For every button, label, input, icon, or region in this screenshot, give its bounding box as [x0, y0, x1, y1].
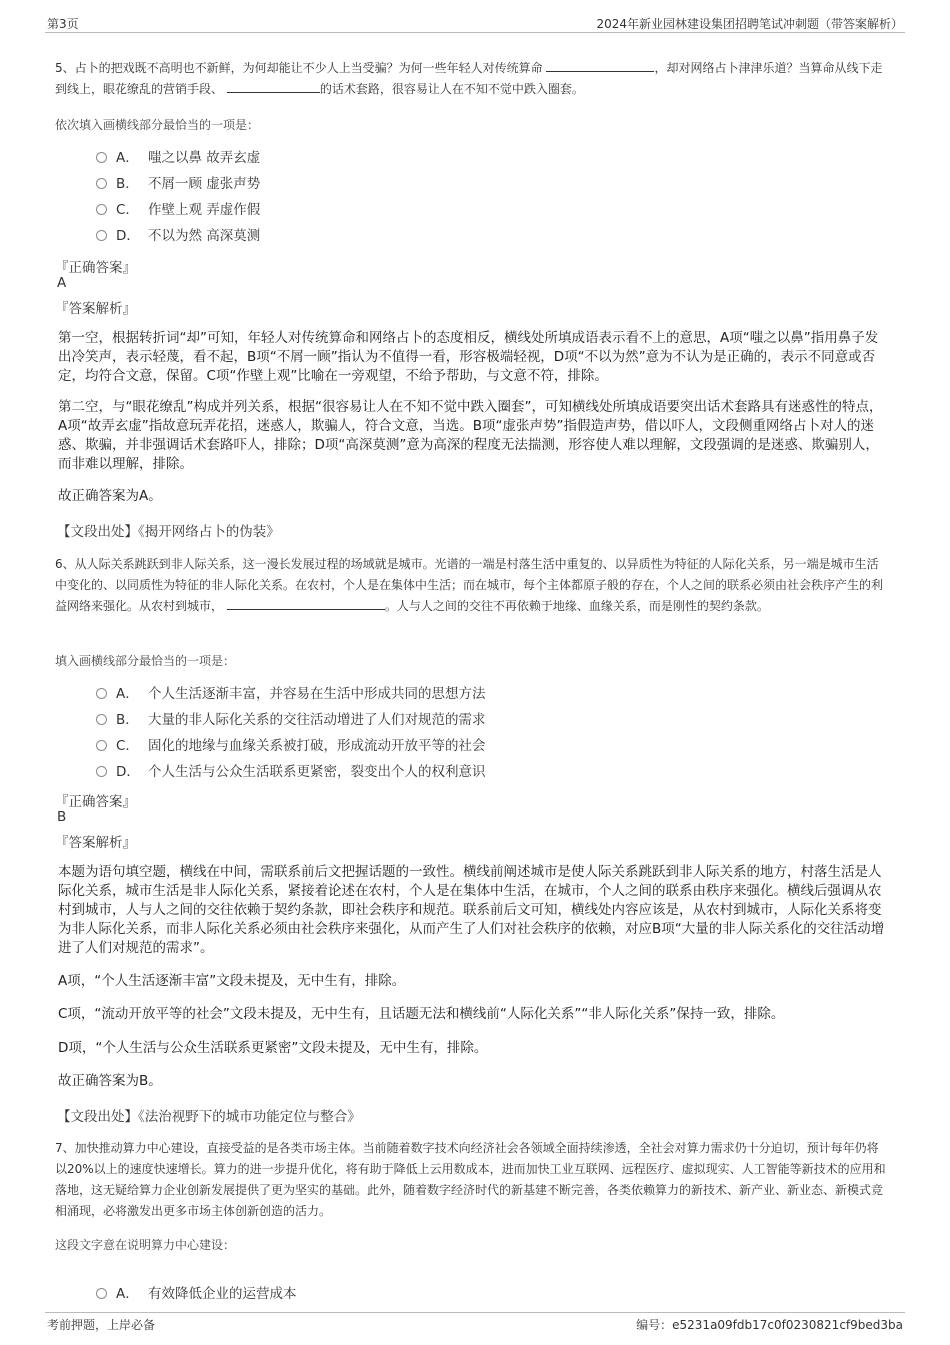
- analysis-paragraph: A项，“个人生活逐渐丰富”文段未提及，无中生有，排除。: [58, 973, 406, 989]
- option-6-a[interactable]: A． 个人生活逐渐丰富，并容易在生活中形成共同的思想方法: [96, 684, 486, 704]
- option-6-c[interactable]: C． 固化的地缘与血缘关系被打破，形成流动开放平等的社会: [96, 736, 486, 756]
- radio-icon[interactable]: [96, 766, 107, 777]
- page-number: 第3页: [47, 17, 79, 31]
- analysis-paragraph: 第一空，根据转折词“却”可知，年轻人对传统算命和网络占卜的态度相反，横线处所填成语表示看不上的意思，A项“嗤之以鼻”指用鼻子发出冷笑声，表示轻蔑，看不起，B项“不屑一顾”指认为不值得一看，形容极端轻视，D项“不以为然”意为不认为是正确的，表示不同意或否定，均符合文意，保留。C项“作壁上观”比喻在一旁观望，不给予帮助，与文意不符，排除。: [58, 330, 879, 384]
- blank-line: [227, 79, 320, 93]
- source-citation: 【文段出处】《揭开网络占卜的伪装》: [57, 524, 280, 540]
- option-5-c[interactable]: C． 作壁上观 弄虚作假: [96, 200, 260, 220]
- correct-answer-label: 『正确答案』: [55, 260, 136, 276]
- radio-icon[interactable]: [96, 714, 107, 725]
- radio-icon[interactable]: [96, 740, 107, 751]
- correct-answer-label: 『正确答案』: [55, 794, 136, 810]
- question-6-stem: 6、从人际关系跳跃到非人际关系，这一漫长发展过程的场域就是城市。光谱的一端是村落生活中重复的、以异质性为特征的人际化关系，另一端是城市生活中变化的、以同质性为特征的非人际化关系。在农村，个人是在集体中生活；而在城市，每个主体都原子般的存在，个人之间的联系必须由社会秩序产生的利益网络来强化。从农村到城市， 。人与人之间的交往不再依赖于地缘、血缘关系，而是刚性的契约条款。: [55, 557, 884, 613]
- page-footer: [45, 1312, 905, 1335]
- blank-line: [546, 58, 654, 72]
- radio-icon[interactable]: [96, 204, 107, 215]
- option-5-d[interactable]: D． 不以为然 高深莫测: [96, 226, 260, 246]
- radio-icon[interactable]: [96, 688, 107, 699]
- question-7-stem: 7、加快推动算力中心建设，直接受益的是各类市场主体。当前随着数字技术向经济社会各领域全面持续渗透，全社会对算力需求仍十分迫切，预计每年仍将以20%以上的速度快速增长。算力的进一步提升优化，将有助于降低上云用数成本，进而加快工业互联网、远程医疗、虚拟现实、人工智能等新技术的应用和落地，这无疑给算力企业创新发展提供了更为坚实的基础。此外，随着数字经济时代的新基建不断完善，各类依赖算力的新技术、新产业、新业态、新模式竞相涌现，必将激发出更多市场主体创新创造的活力。: [55, 1141, 886, 1218]
- document-title: 2024年新业园林建设集团招聘笔试冲刺题（带答案解析）: [596, 17, 903, 31]
- radio-icon[interactable]: [96, 1288, 107, 1299]
- radio-icon[interactable]: [96, 152, 107, 163]
- footer-slogan: 考前押题，上岸必备: [47, 1318, 156, 1332]
- correct-answer: A: [57, 275, 67, 291]
- question-6-instruction: 填入画横线部分最恰当的一项是：: [55, 654, 236, 668]
- option-5-a[interactable]: A． 嗤之以鼻 故弄玄虚: [96, 148, 260, 168]
- analysis-paragraph: 本题为语句填空题，横线在中间，需联系前后文把握话题的一致性。横线前阐述城市是使人际关系跳跃到非人际关系的地方，村落生活是人际化关系，城市生活是非人际化关系，紧接着论述在农村，个人是在集体中生活，在城市，个人之间的联系由秩序来强化。横线后强调从农村到城市，人与人之间的交往依赖于契约条款，即社会秩序和规范。联系前后文可知，横线处内容应该是，从农村到城市，人际化关系将变为非人际化关系，而非人际化关系必须由社会秩序来强化，从而产生了人们对社会秩序的依赖，对应B项“大量的非人际关系化的交往活动增进了人们对规范的需求”。: [58, 864, 885, 956]
- radio-icon[interactable]: [96, 230, 107, 241]
- radio-icon[interactable]: [96, 178, 107, 189]
- analysis-conclusion: 故正确答案为A。: [58, 488, 162, 504]
- analysis-label: 『答案解析』: [55, 835, 136, 851]
- blank-line: [227, 596, 385, 610]
- question-5-instruction: 依次填入画横线部分最恰当的一项是：: [55, 118, 260, 132]
- option-7-a[interactable]: A． 有效降低企业的运营成本: [96, 1284, 297, 1304]
- question-7-instruction: 这段文字意在说明算力中心建设：: [55, 1238, 236, 1252]
- question-5-stem: 5、占卜的把戏既不高明也不新鲜，为何却能让不少人上当受骗？为何一些年轻人对传统算命 ，却对网络占卜津津乐道？当算命从线下走到线上，眼花缭乱的营销手段、 的话术套路，很容易让人在不知不觉中跌入圈套。: [55, 58, 890, 100]
- analysis-paragraph: C项，“流动开放平等的社会”文段未提及，无中生有，且话题无法和横线前“人际化关系”“非人际化关系”保持一致，排除。: [58, 1006, 785, 1022]
- source-citation: 【文段出处】《法治视野下的城市功能定位与整合》: [57, 1109, 361, 1125]
- page-header: [45, 12, 905, 33]
- document-code: 编号：e5231a09fdb17c0f0230821cf9bed3ba: [636, 1318, 903, 1332]
- correct-answer: B: [57, 809, 67, 825]
- option-6-d[interactable]: D． 个人生活与公众生活联系更紧密，裂变出个人的权利意识: [96, 762, 486, 782]
- analysis-paragraph: 第二空，与“眼花缭乱”构成并列关系，根据“很容易让人在不知不觉中跌入圈套”，可知横线处所填成语要突出话术套路具有迷惑性的特点，A项“故弄玄虚”指故意玩弄花招，迷惑人，欺骗人，符合文意，当选。B项“虚张声势”指假造声势，借以吓人，文段侧重网络占卜对人的迷惑、欺骗，并非强调话术套路吓人，排除；D项“高深莫测”意为高深的程度无法揣测，形容使人难以理解，文段强调的是迷惑、欺骗别人，而非难以理解，排除。: [58, 399, 883, 472]
- option-6-b[interactable]: B． 大量的非人际化关系的交往活动增进了人们对规范的需求: [96, 710, 486, 730]
- analysis-paragraph: D项，“个人生活与公众生活联系更紧密”文段未提及，无中生有，排除。: [58, 1040, 488, 1056]
- analysis-conclusion: 故正确答案为B。: [58, 1073, 162, 1089]
- option-5-b[interactable]: B． 不屑一顾 虚张声势: [96, 174, 260, 194]
- analysis-label: 『答案解析』: [55, 301, 136, 317]
